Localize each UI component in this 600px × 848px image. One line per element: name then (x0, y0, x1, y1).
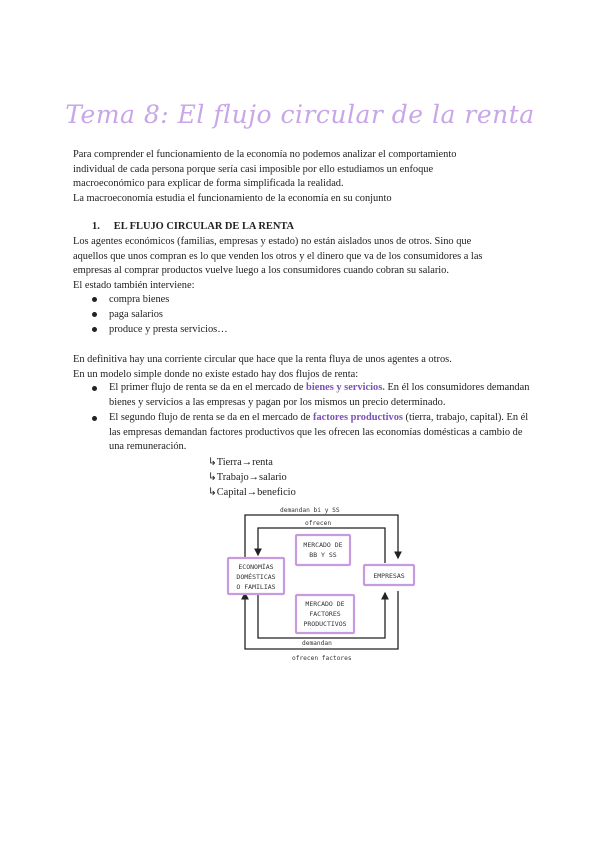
summary-line: En definitiva hay una corriente circular que hace que la renta fluya de unos agentes a otros. (73, 354, 452, 365)
factors-market-label: PRODUCTIVOS (303, 620, 347, 628)
section-heading (92, 221, 294, 232)
bottom-outer-label: ofrecen factores (292, 655, 352, 662)
agents-line: El estado también interviene: (73, 279, 195, 291)
bottom-inner-label: demandan (302, 640, 332, 647)
households-label: O FAMILIAS (236, 583, 276, 591)
households-label: ECONOMÍAS (238, 563, 274, 571)
flow-text: En él los consumidores demandan bienes y servicios a las empresas y pagan por los mismos un precio determinado. (109, 382, 530, 408)
flow-text: (tierra, trabajo, capital). En él las empresas demandan factores productivos que les ofrecen las economías domésticas a cambio de una remuneración. (109, 412, 529, 452)
list-item: compra bienes (92, 292, 228, 307)
page-title: Tema 8: El flujo circular de la renta (65, 100, 535, 129)
flow-text: El primer flujo de renta se da en el mercado de (109, 382, 307, 393)
intro-line: individual de cada persona porque sería casi imposible por ello estudiamos un enfoque (73, 163, 434, 175)
summary-paragraph (73, 353, 543, 382)
goods-market-label: BB Y SS (309, 551, 337, 559)
flows-list (92, 381, 540, 456)
intro-line: Para comprender el funcionamiento de la economía no podemos analizar el comportamiento (73, 149, 457, 160)
agents-paragraph (73, 235, 543, 293)
top-outer-label: demandan bi y SS (280, 507, 340, 514)
firms-label: EMPRESAS (373, 572, 405, 580)
top-inner-label: ofrecen (305, 520, 332, 527)
circular-flow-diagram (220, 503, 420, 663)
intro-line: macroeconómico para explicar de forma simplificada la realidad. (73, 178, 344, 189)
agents-line: aquellos que unos compran es lo que venden los otros y el dinero que va de los consumidores a las (73, 250, 483, 262)
factors-market-label: FACTORES (309, 610, 341, 618)
agents-line: Los agentes económicos (familias, empresas y estado) no están aislados unos de otros. Sino que (73, 236, 472, 247)
intro-line: La macroeconomía estudia el funcionamiento de la economía en su conjunto (73, 192, 392, 204)
intro-paragraph (73, 148, 543, 206)
factors-market-label: MERCADO DE (305, 600, 345, 608)
list-item (92, 381, 540, 410)
agents-line: empresas al comprar productos vuelve luego a los consumidores cuando cobran su salario. (73, 265, 449, 276)
section-title: EL FLUJO CIRCULAR DE LA RENTA (113, 221, 295, 232)
flow-text: El segundo flujo de renta se da en el mercado de (109, 412, 313, 423)
state-roles-list (92, 292, 228, 337)
factor-pairs-list (208, 455, 296, 500)
highlight-factors: factores productivos (312, 412, 403, 423)
section-number: 1. (92, 221, 100, 232)
households-label: DOMÉSTICAS (236, 573, 276, 581)
list-item: paga salarios (92, 307, 228, 322)
list-item: produce y presta servicios… (92, 322, 228, 337)
list-item (92, 411, 540, 455)
highlight-goods: bienes y servicios. (306, 382, 385, 393)
goods-market-box (296, 535, 350, 565)
goods-market-label: MERCADO DE (303, 541, 343, 549)
list-item: ↳Tierra→renta (208, 457, 273, 468)
list-item: ↳Trabajo→salario (208, 472, 287, 483)
list-item: ↳Capital→beneficio (208, 487, 296, 498)
summary-line: En un modelo simple donde no existe estado hay dos flujos de renta: (73, 368, 359, 380)
